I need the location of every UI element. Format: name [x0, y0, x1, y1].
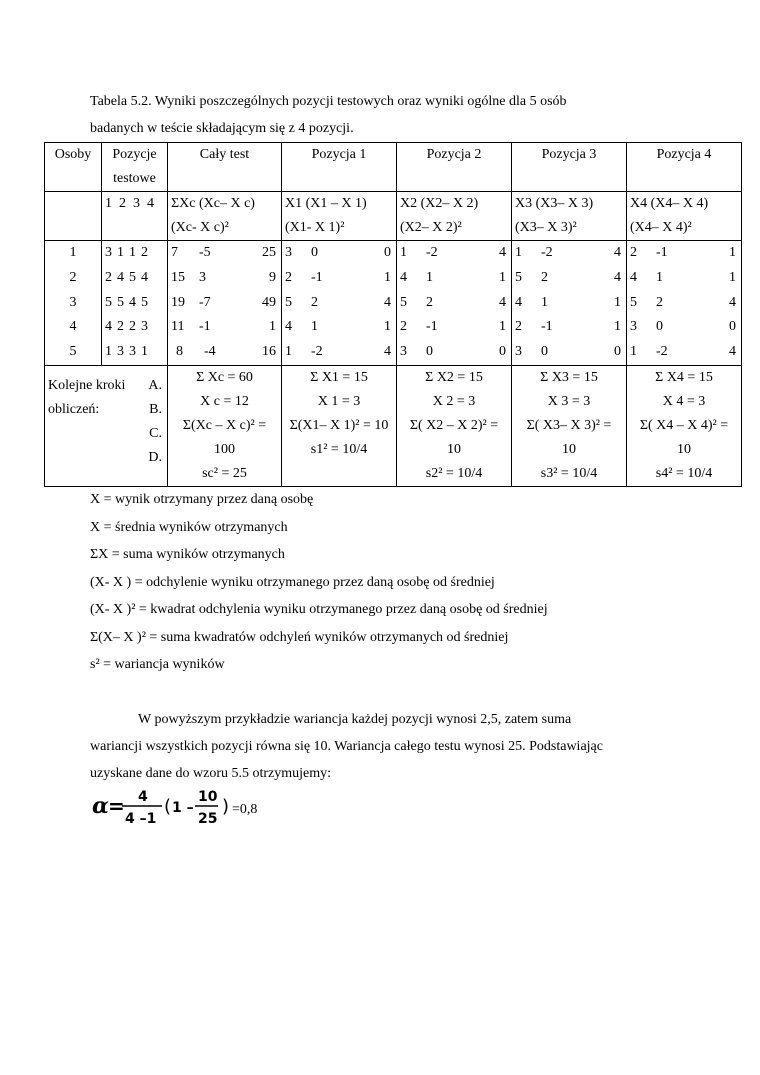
- step-a-p2: Σ X2 = 15: [425, 369, 483, 385]
- header-osoby: Osoby: [45, 143, 102, 192]
- p3-sq: 1: [614, 294, 621, 310]
- p2-row: [400, 340, 508, 365]
- pozycje-cell: 3: [105, 245, 112, 260]
- p1-row: [285, 291, 393, 316]
- alpha-formula: [92, 786, 292, 830]
- p4-row: [630, 241, 738, 266]
- subheader-p1-line1: X1 (X1 – X 1): [285, 196, 367, 211]
- p1-x: 4: [285, 319, 292, 335]
- step-letter: C.: [149, 425, 162, 441]
- step-c-p1: Σ(X1– X 1)² = 10: [289, 417, 389, 433]
- p2-dev: -2: [426, 245, 438, 260]
- formula-num2: 10: [198, 789, 218, 805]
- step-b-p2: X 2 = 3: [432, 393, 476, 409]
- p1-dev: -1: [311, 269, 323, 285]
- steps-row-a: [48, 366, 164, 398]
- p4-sq: 4: [729, 294, 736, 310]
- pozycje-cell: 4: [105, 319, 112, 335]
- p2-row: [400, 241, 508, 266]
- subheader-p4-line2: (X4– X 4)²: [630, 220, 692, 235]
- subheader-p4-line1: X4 (X4– X 4): [630, 196, 709, 211]
- p1-row: [285, 266, 393, 291]
- p1-x: 5: [285, 294, 292, 310]
- p3-x: 2: [515, 319, 522, 335]
- p4-sq: 1: [729, 269, 736, 285]
- p4-row: [630, 340, 738, 365]
- p4-sq: 1: [729, 245, 736, 260]
- p4-x: 5: [630, 294, 637, 310]
- caly-dev: 3: [199, 269, 206, 285]
- step-d-p1: s1² = 10/4: [310, 441, 368, 457]
- p3-row: [515, 340, 623, 365]
- steps-p1: [282, 365, 397, 486]
- caly-row: [171, 241, 278, 266]
- p3-dev: -2: [541, 245, 553, 260]
- pozycje-row: [105, 266, 164, 291]
- p4-x: 4: [630, 269, 637, 285]
- p3-sq: 1: [614, 319, 621, 335]
- paragraph-line-3: uzyskane dane do wzoru 5.5 otrzymujemy:: [90, 766, 332, 781]
- legend-item: ΣX = suma wyników otrzymanych: [90, 547, 285, 562]
- p4-sq: 0: [729, 319, 736, 335]
- data-block: [45, 241, 742, 366]
- subheader-pozycje-nums: 1 2 3 4: [102, 192, 168, 241]
- step-c-p4-value: 10: [677, 441, 691, 457]
- step-d-p4: s4² = 10/4: [655, 465, 713, 481]
- p3-dev: 1: [541, 294, 548, 310]
- osoba-number: 1: [69, 245, 77, 260]
- p3-x: 5: [515, 269, 522, 285]
- p2-x: 5: [400, 294, 407, 310]
- p3-column: [512, 241, 627, 366]
- p3-sq: 4: [614, 269, 621, 285]
- p4-dev: 1: [656, 269, 663, 285]
- p1-dev: -2: [311, 344, 323, 360]
- subheader-p4: [627, 192, 742, 241]
- p1-row: [285, 340, 393, 365]
- osoba-number: 4: [69, 319, 77, 335]
- p2-dev: -1: [426, 319, 438, 335]
- step-c-p4: Σ( X4 – X 4)² =: [639, 417, 729, 433]
- pozycje-cell: 2: [105, 269, 112, 285]
- p3-sq: 0: [614, 344, 621, 360]
- pozycje-cell: 1: [141, 344, 148, 360]
- caly-sq: 25: [262, 245, 276, 260]
- steps-p3: [512, 365, 627, 486]
- p1-x: 3: [285, 245, 292, 260]
- step-c-p3-value: 10: [562, 441, 576, 457]
- results-table: [44, 142, 742, 487]
- pozycje-row: [105, 241, 164, 266]
- p1-sq: 1: [384, 319, 391, 335]
- header-pozycje-line2: testowe: [113, 171, 156, 186]
- p1-dev: 2: [311, 294, 318, 310]
- p1-x: 2: [285, 269, 292, 285]
- formula-paren-close: ): [222, 796, 230, 817]
- p2-sq: 1: [499, 319, 506, 335]
- pozycje-cell: 3: [129, 344, 136, 360]
- p2-sq: 1: [499, 269, 506, 285]
- caly-x: 15: [171, 269, 185, 285]
- p3-dev: -1: [541, 319, 553, 335]
- subheader-p1: [282, 192, 397, 241]
- header-pozycja-3: Pozycja 3: [512, 143, 627, 192]
- p2-x: 1: [400, 245, 407, 260]
- legend-item: (X- X ) = odchylenie wyniku otrzymanego przez daną osobę od średniej: [90, 574, 495, 590]
- step-c-p2: Σ( X2 – X 2)² =: [409, 417, 499, 433]
- caly-dev: -1: [199, 319, 211, 335]
- p3-row: [515, 266, 623, 291]
- p4-x: 3: [630, 319, 637, 335]
- subheader-empty: [45, 192, 102, 241]
- subheader-caly-line1: ΣXc (Xc– X c): [171, 196, 255, 211]
- symbol-legend: [90, 486, 548, 679]
- legend-item: s² = wariancja wyników: [90, 657, 225, 672]
- formula-den1: 4 –1: [125, 811, 157, 827]
- step-b-p1: X 1 = 3: [317, 393, 361, 409]
- table-caption: [90, 88, 650, 142]
- caly-dev: -7: [199, 294, 211, 310]
- subheader-row: [45, 192, 742, 241]
- pozycje-column: [102, 241, 168, 366]
- step-b-caly: X c = 12: [200, 393, 249, 409]
- caly-x: 11: [171, 319, 185, 335]
- p4-x: 2: [630, 245, 637, 260]
- header-pozycja-1: Pozycja 1: [282, 143, 397, 192]
- legend-item: X = wynik otrzymany przez daną osobę: [90, 492, 314, 507]
- step-d-p2: s2² = 10/4: [425, 465, 483, 481]
- p1-column: [282, 241, 397, 366]
- osoby-column: [45, 241, 102, 366]
- p3-row: [515, 241, 623, 266]
- body-paragraph: [90, 706, 690, 787]
- pozycje-cell: 1: [105, 344, 112, 360]
- p3-x: 1: [515, 245, 522, 260]
- p3-sq: 4: [614, 245, 621, 260]
- caption-line-2: badanych w teście składającym się z 4 pozycji.: [90, 121, 354, 136]
- step-a-caly: Σ Xc = 60: [196, 369, 253, 385]
- subheader-p3-line2: (X3– X 3)²: [515, 220, 577, 235]
- formula-paren-open: (: [164, 796, 172, 817]
- step-letter: D.: [148, 449, 162, 465]
- step-a-p4: Σ X4 = 15: [655, 369, 713, 385]
- step-a-p3: Σ X3 = 15: [540, 369, 598, 385]
- header-pozycja-2: Pozycja 2: [397, 143, 512, 192]
- p4-column: [627, 241, 742, 366]
- pozycje-cell: 5: [105, 294, 112, 310]
- steps-p4: [627, 365, 742, 486]
- caly-x: 19: [171, 294, 185, 310]
- p1-dev: 0: [311, 245, 318, 260]
- header-caly-test: Cały test: [168, 143, 282, 192]
- steps-label-line1: Kolejne kroki: [48, 377, 126, 393]
- p4-dev: -1: [656, 245, 668, 260]
- pozycje-cell: 3: [141, 319, 148, 335]
- step-d-p3: s3² = 10/4: [540, 465, 598, 481]
- p2-x: 4: [400, 269, 407, 285]
- p1-x: 1: [285, 344, 292, 360]
- step-letter: A.: [148, 377, 162, 393]
- caly-row: [171, 291, 278, 316]
- header-pozycje: [102, 143, 168, 192]
- formula-den2: 25: [198, 811, 218, 827]
- step-a-p1: Σ X1 = 15: [310, 369, 368, 385]
- caption-line-1: Tabela 5.2. Wyniki poszczególnych pozycji testowych oraz wyniki ogólne dla 5 osób: [90, 94, 567, 109]
- caly-row: [171, 315, 278, 340]
- steps-label-line2: obliczeń:: [48, 401, 100, 417]
- pozycje-cell: 2: [141, 245, 148, 260]
- p2-sq: 4: [499, 294, 506, 310]
- pozycje-cell: 3: [117, 344, 124, 360]
- step-c-p2-value: 10: [447, 441, 461, 457]
- pozycje-row: [105, 340, 164, 365]
- caly-x: 7: [171, 245, 178, 260]
- caly-dev: -5: [199, 245, 211, 260]
- steps-p2: [397, 365, 512, 486]
- pozycje-cell: 5: [129, 269, 136, 285]
- steps-caly: [168, 365, 282, 486]
- pozycje-cell: 5: [117, 294, 124, 310]
- p4-row: [630, 266, 738, 291]
- p1-sq: 1: [384, 269, 391, 285]
- header-pozycje-line1: Pozycje: [112, 147, 157, 162]
- subheader-p2-line1: X2 (X2– X 2): [400, 196, 479, 211]
- steps-row-b: [48, 398, 164, 422]
- p2-row: [400, 315, 508, 340]
- pozycje-cell: 4: [141, 269, 148, 285]
- p2-row: [400, 291, 508, 316]
- caly-sq: 49: [262, 294, 276, 310]
- p2-x: 3: [400, 344, 407, 360]
- subheader-p2-line2: (X2– X 2)²: [400, 220, 462, 235]
- p1-sq: 0: [384, 245, 391, 260]
- formula-one-minus: 1 –: [172, 800, 194, 816]
- formula-equals: =: [108, 794, 125, 818]
- pozycje-cell: 4: [129, 294, 136, 310]
- p4-row: [630, 291, 738, 316]
- caly-column: [168, 241, 282, 366]
- p1-sq: 4: [384, 294, 391, 310]
- step-b-p4: X 4 = 3: [662, 393, 706, 409]
- legend-item: X = średnia wyników otrzymanych: [90, 519, 288, 535]
- p3-x: 3: [515, 344, 522, 360]
- subheader-p3: [512, 192, 627, 241]
- p4-row: [630, 315, 738, 340]
- p2-column: [397, 241, 512, 366]
- pozycje-cell: 2: [129, 319, 136, 335]
- subheader-p3-line1: X3 (X3– X 3): [515, 196, 594, 211]
- p4-sq: 4: [729, 344, 736, 360]
- osoba-number: 5: [69, 344, 77, 360]
- pozycje-cell: 5: [141, 294, 148, 310]
- caly-x: 8: [176, 344, 183, 360]
- paragraph-line-2: wariancji wszystkich pozycji równa się 10. Wariancja całego testu wynosi 25. Podstawiając: [90, 739, 603, 754]
- step-c-caly: Σ(Xc – X c)² =: [182, 417, 267, 433]
- p4-dev: -2: [656, 344, 668, 360]
- pozycje-cell: 4: [117, 269, 124, 285]
- caly-sq: 9: [269, 269, 276, 285]
- legend-item: Σ(X– X )² = suma kwadratów odchyleń wyników otrzymanych od średniej: [90, 629, 509, 645]
- step-d-caly: sc² = 25: [202, 465, 247, 481]
- p3-row: [515, 291, 623, 316]
- header-row: [45, 143, 742, 192]
- header-pozycja-4: Pozycja 4: [627, 143, 742, 192]
- p4-dev: 2: [656, 294, 663, 310]
- step-letter: B.: [149, 401, 162, 417]
- pozycje-cell: 2: [117, 319, 124, 335]
- caly-row: [171, 340, 278, 365]
- subheader-p1-line2: (X1- X 1)²: [285, 220, 345, 235]
- formula-num1: 4: [138, 789, 148, 805]
- p2-dev: 0: [426, 344, 433, 360]
- step-c-caly-value: 100: [214, 441, 235, 457]
- steps-block: [45, 365, 742, 486]
- osoba-number: 3: [69, 294, 77, 310]
- p1-row: [285, 315, 393, 340]
- p1-dev: 1: [311, 319, 318, 335]
- subheader-caly-line2: (Xc- X c)²: [171, 220, 229, 235]
- p1-sq: 4: [384, 344, 391, 360]
- p1-row: [285, 241, 393, 266]
- pozycje-row: [105, 291, 164, 316]
- p3-dev: 0: [541, 344, 548, 360]
- p2-row: [400, 266, 508, 291]
- subheader-p2: [397, 192, 512, 241]
- p4-dev: 0: [656, 319, 663, 335]
- p2-sq: 0: [499, 344, 506, 360]
- step-c-p3: Σ( X3– X 3)² =: [526, 417, 612, 433]
- legend-item: (X- X )² = kwadrat odchylenia wyniku otrzymanego przez daną osobę od średniej: [90, 602, 548, 617]
- paragraph-line-1: W powyższym przykładzie wariancja każdej pozycji wynosi 2,5, zatem suma: [138, 712, 572, 727]
- subheader-caly: [168, 192, 282, 241]
- formula-result: =0,8: [232, 802, 258, 817]
- formula-alpha: α: [92, 793, 109, 819]
- caly-dev: -4: [204, 344, 216, 360]
- p2-x: 2: [400, 319, 407, 335]
- caly-sq: 1: [269, 319, 276, 335]
- step-b-p3: X 3 = 3: [547, 393, 591, 409]
- caly-sq: 16: [262, 344, 276, 360]
- caly-row: [171, 266, 278, 291]
- p3-row: [515, 315, 623, 340]
- osoba-number: 2: [69, 269, 77, 285]
- pozycje-cell: 1: [117, 245, 124, 260]
- p3-x: 4: [515, 294, 522, 310]
- p3-dev: 2: [541, 269, 548, 285]
- p2-dev: 2: [426, 294, 433, 310]
- p4-x: 1: [630, 344, 637, 360]
- p2-sq: 4: [499, 245, 506, 260]
- pozycje-cell: 1: [129, 245, 136, 260]
- pozycje-row: [105, 315, 164, 340]
- steps-label-cell: [45, 365, 168, 486]
- p2-dev: 1: [426, 269, 433, 285]
